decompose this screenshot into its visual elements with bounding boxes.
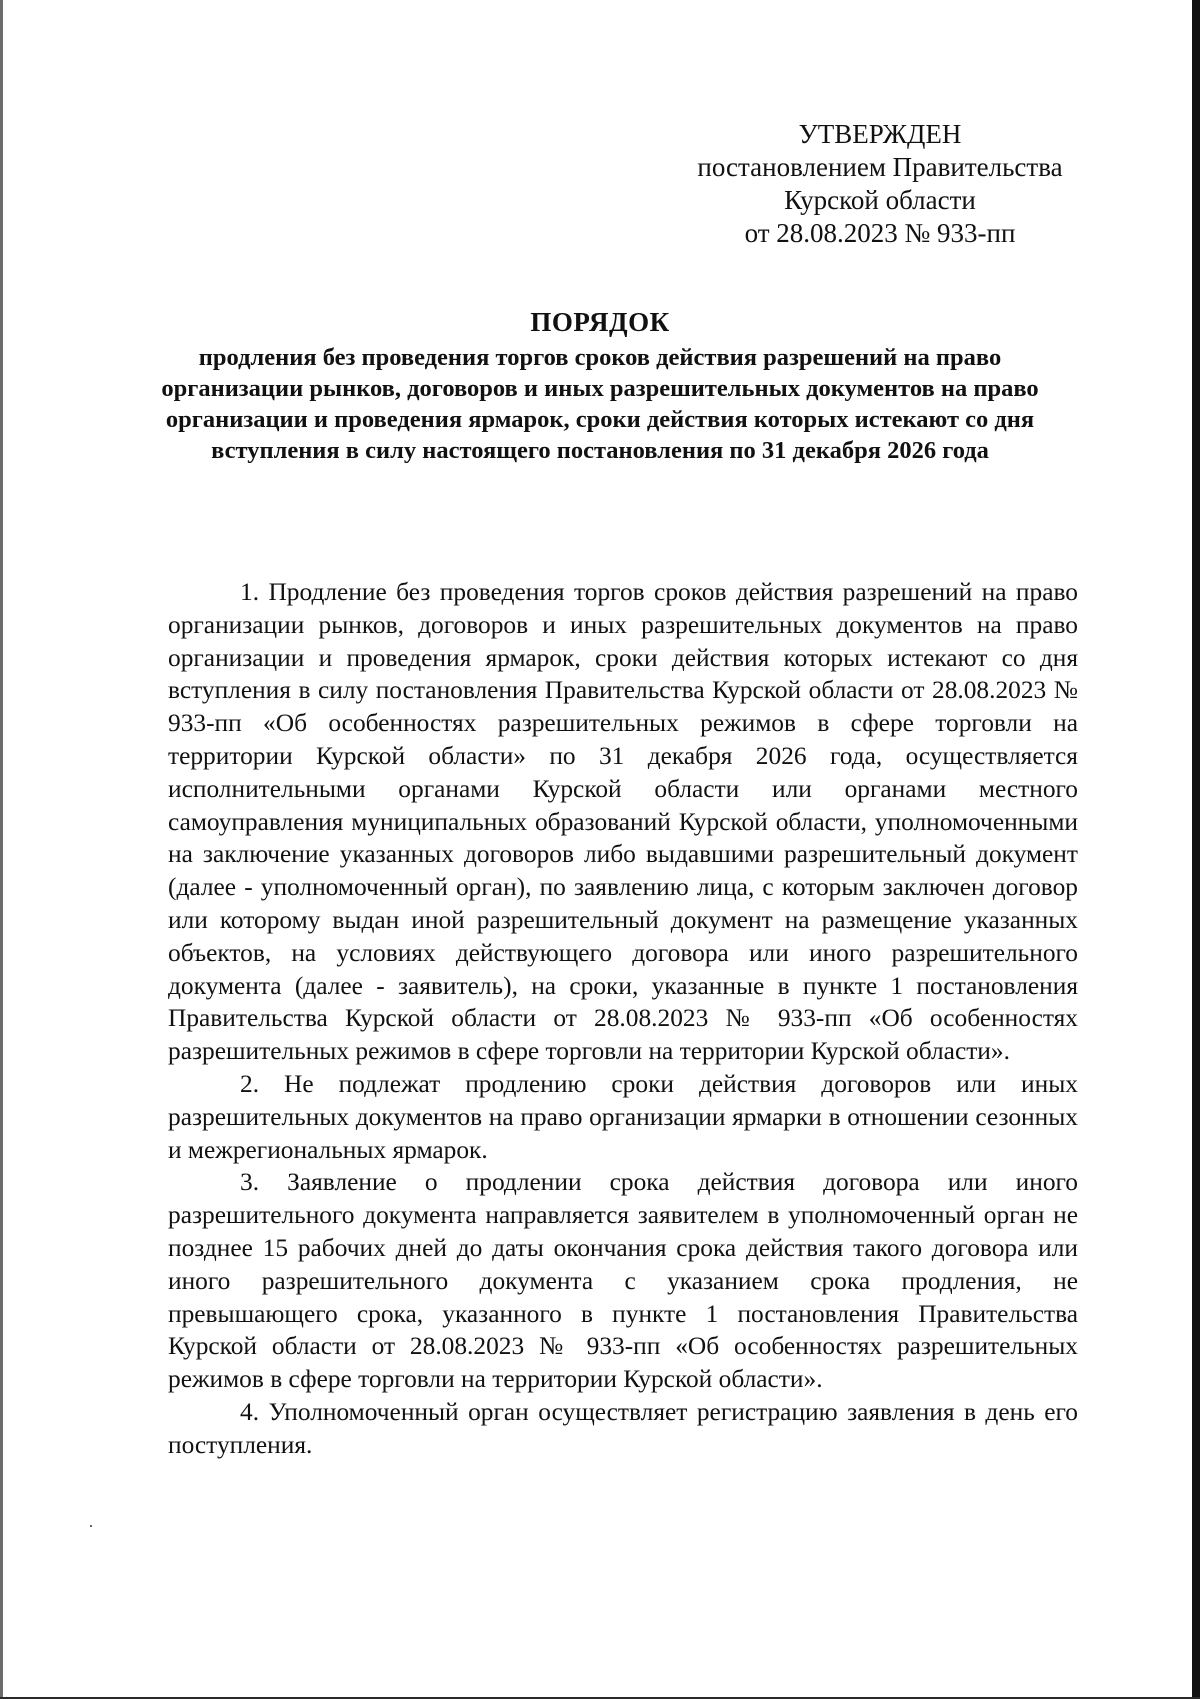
document-subtitle: продления без проведения торгов сроков действия разрешений на право организации рынков, договоров и иных разрешительных документов на право организации и проведения ярмарок, сроки действия которых истекают со дня вступления в силу настоящего постановления по 31 декабря 2026 года	[161, 344, 1039, 464]
approval-stamp-block	[680, 118, 1080, 250]
paragraph-2: 2. Не подлежат продлению сроки действия договоров или иных разрешительных документов на право организации ярмарки в отношении сезонных и межрегиональных ярмарок.	[168, 1069, 1078, 1164]
approval-by-resolution: постановлением Правительства	[697, 152, 1063, 182]
approval-heading: УТВЕРЖДЕН	[798, 119, 962, 149]
scan-speck	[90, 1525, 92, 1527]
approval-date-number: от 28.08.2023 № 933-пп	[744, 218, 1016, 248]
document-body	[168, 576, 1078, 1462]
document-title: ПОРЯДОК	[530, 307, 670, 337]
paragraph-4: 4. Уполномоченный орган осуществляет регистрацию заявления в день его поступления.	[168, 1397, 1078, 1459]
document-title-block	[160, 305, 1040, 466]
paragraph-3: 3. Заявление о продлении срока действия договора или иного разрешительного документа направляется заявителем в уполномоченный орган не позднее 15 рабочих дней до даты окончания срока действия такого договора или иного разрешительного документа с указанием срока продления, не превышающего срока, указанного в пункте 1 постановления Правительства Курской области от 28.08.2023 № 933-пп «Об особенностях разрешительных режимов в сфере торговли на территории Курской области».	[168, 1168, 1078, 1394]
scan-edge-right	[1192, 0, 1200, 1699]
scan-edge-left	[0, 0, 3, 1699]
approval-region: Курской области	[784, 185, 976, 215]
paragraph-1: 1. Продление без проведения торгов сроков действия разрешений на право организации рынков, договоров и иных разрешительных документов на право организации и проведения ярмарок, сроки действия которых истекают со дня вступления в силу постановления Правительства Курской области от 28.08.2023 № 933-пп «Об особенностях разрешительных режимов в сфере торговли на территории Курской области» по 31 декабря 2026 года, осуществляется исполнительными органами Курской области или органами местного самоуправления муниципальных образований Курской области, уполномоченными на заключение указанных договоров либо выдавшими разрешительный документ (далее - уполномоченный орган), по заявлению лица, с которым заключен договор или которому выдан иной разрешительный документ на размещение указанных объектов, на условиях действующего договора или иного разрешительного документа (далее - заявитель), на сроки, указанные в пункте 1 постановления Правительства Курской области от 28.08.2023 № 933-пп «Об особенностях разрешительных режимов в сфере торговли на территории Курской области».	[168, 578, 1078, 1066]
